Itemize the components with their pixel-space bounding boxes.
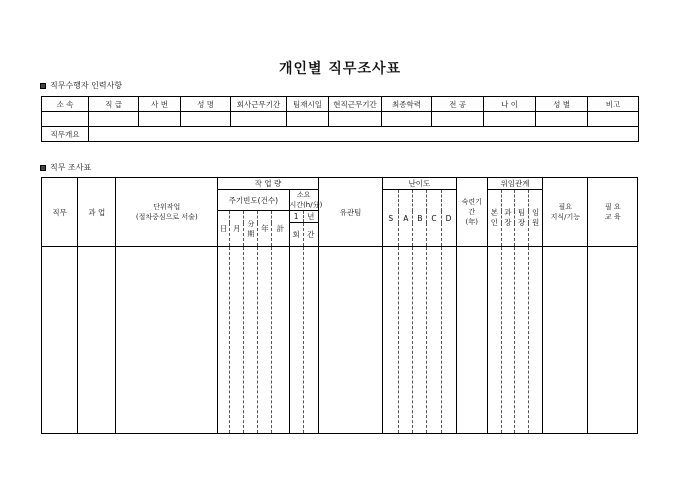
- square-bullet-icon: [40, 83, 46, 89]
- cycle-quarter: [244, 211, 258, 247]
- cell-rank[interactable]: [89, 112, 139, 127]
- delegation-self: [487, 190, 501, 247]
- delegation-section-chief: [501, 190, 514, 247]
- header-education: 최종학력: [382, 97, 432, 112]
- job-summary-row: [42, 127, 639, 142]
- delegation-exec-bottom: 원: [531, 218, 540, 227]
- cycle-total: 計: [272, 211, 289, 247]
- body-diff-A[interactable]: [399, 247, 413, 434]
- body-diff-D[interactable]: [441, 247, 456, 434]
- survey-body-row: [42, 247, 638, 434]
- delegation-self-top: 본: [490, 208, 498, 217]
- body-deleg-exec[interactable]: [529, 247, 543, 434]
- job-summary-label: 직무개요: [42, 127, 89, 142]
- delegation-team-bottom: 장: [517, 218, 526, 227]
- page-title: 개인별 직무조사표: [278, 61, 402, 77]
- body-skills[interactable]: [543, 247, 588, 434]
- body-time-year[interactable]: [303, 247, 318, 434]
- body-deleg-section[interactable]: [501, 247, 514, 434]
- personnel-input-row: [42, 112, 639, 127]
- edu-line2: 교 육: [604, 213, 621, 221]
- personnel-header-row: [42, 97, 639, 112]
- body-diff-C[interactable]: [427, 247, 441, 434]
- body-related-team[interactable]: [318, 247, 382, 434]
- section-personnel-heading-text: 직무수행자 인력사항: [50, 81, 123, 90]
- section-survey-heading-text: 직무 조사표: [50, 163, 92, 172]
- col-unit-task: [116, 178, 218, 247]
- difficulty-A: A: [399, 190, 413, 247]
- cell-affiliation[interactable]: [42, 112, 89, 127]
- header-rank: 직 급: [89, 97, 139, 112]
- body-task[interactable]: [78, 247, 116, 434]
- cell-gender[interactable]: [536, 112, 588, 127]
- header-company-tenure: 회사근무기간: [231, 97, 287, 112]
- header-major: 전 공: [432, 97, 484, 112]
- cell-company-tenure[interactable]: [231, 112, 287, 127]
- difficulty-D: D: [441, 190, 456, 247]
- square-bullet-icon: [40, 165, 46, 171]
- col-workload: 작 업 량: [218, 178, 319, 190]
- cycle-day: 日: [218, 211, 230, 247]
- col-skills: [543, 178, 588, 247]
- delegation-self-bottom: 인: [490, 218, 498, 227]
- header-team-date: 팀재시일: [287, 97, 329, 112]
- delegation-team-top: 팀: [517, 208, 526, 217]
- body-cycle-month[interactable]: [230, 247, 244, 434]
- body-unit-task[interactable]: [116, 247, 218, 434]
- skills-line1: 필요: [558, 203, 573, 211]
- col-task: 과 업: [78, 178, 116, 247]
- delegation-executive: [529, 190, 543, 247]
- difficulty-C: C: [427, 190, 441, 247]
- body-diff-B[interactable]: [413, 247, 427, 434]
- header-employee-no: 사 번: [139, 97, 181, 112]
- body-time-per[interactable]: [289, 247, 303, 434]
- col-required-time: [289, 190, 323, 211]
- body-cycle-day[interactable]: [218, 247, 230, 434]
- time-per-1: 1: [289, 211, 303, 223]
- cycle-month: 月: [230, 211, 244, 247]
- time-line2: 시간(h/分): [289, 201, 323, 209]
- body-cycle-total[interactable]: [272, 247, 289, 434]
- body-cycle-quarter[interactable]: [244, 247, 258, 434]
- col-cycle-frequency: 주기빈도(건수): [218, 190, 289, 211]
- section-personnel-heading: [40, 80, 122, 91]
- body-diff-S[interactable]: [383, 247, 399, 434]
- col-related-team: 유관팀: [318, 178, 382, 247]
- cell-position-tenure[interactable]: [329, 112, 382, 127]
- body-job[interactable]: [42, 247, 78, 434]
- personnel-table: [41, 96, 639, 142]
- delegation-section-bottom: 장: [504, 218, 512, 227]
- period-line1: 숙련기: [461, 198, 482, 206]
- cell-employee-no[interactable]: [139, 112, 181, 127]
- skills-line2: 지식/기능: [550, 213, 581, 221]
- body-education[interactable]: [588, 247, 638, 434]
- cycle-quarter-bottom: 期: [247, 229, 255, 238]
- delegation-team-leader: [514, 190, 528, 247]
- col-job: 직무: [42, 178, 78, 247]
- cycle-quarter-top: 分: [247, 219, 255, 228]
- header-gender: 성 별: [536, 97, 588, 112]
- body-deleg-team[interactable]: [514, 247, 528, 434]
- time-per-period: 간: [303, 223, 318, 247]
- body-proficiency[interactable]: [456, 247, 487, 434]
- col-unit-task-line1: 단위작업: [153, 203, 181, 211]
- period-line2: 간: [468, 208, 476, 216]
- time-per-year: 년: [303, 211, 318, 223]
- section-survey-heading: [40, 162, 91, 173]
- body-cycle-year[interactable]: [258, 247, 272, 434]
- header-remarks: 비고: [588, 97, 639, 112]
- delegation-section-top: 과: [504, 208, 512, 217]
- survey-header-row-1: [42, 178, 638, 190]
- body-deleg-self[interactable]: [487, 247, 501, 434]
- col-unit-task-line2: (절차중심으로 서술): [135, 213, 198, 221]
- cell-education[interactable]: [382, 112, 432, 127]
- job-survey-table: [41, 177, 638, 434]
- col-difficulty: 난이도: [383, 178, 456, 190]
- col-education: [588, 178, 638, 247]
- col-proficiency-period: [456, 178, 487, 247]
- cell-team-date[interactable]: [287, 112, 329, 127]
- time-line1: 소요: [296, 191, 311, 199]
- difficulty-S: S: [383, 190, 399, 247]
- time-per-times: 회: [289, 223, 303, 247]
- delegation-exec-top: 임: [531, 208, 540, 217]
- cell-remarks[interactable]: [588, 112, 639, 127]
- period-line3: (年): [465, 218, 478, 226]
- header-name: 성 명: [181, 97, 231, 112]
- header-age: 나 이: [484, 97, 536, 112]
- header-position-tenure: 현직근무기간: [329, 97, 382, 112]
- header-affiliation: 소 속: [42, 97, 89, 112]
- cell-name[interactable]: [181, 112, 231, 127]
- col-delegation: 위임관계: [487, 178, 542, 190]
- cycle-year: 年: [258, 211, 272, 247]
- difficulty-B: B: [413, 190, 427, 247]
- cell-major[interactable]: [432, 112, 484, 127]
- cell-age[interactable]: [484, 112, 536, 127]
- edu-line1: 필 요: [604, 203, 621, 211]
- job-summary-field[interactable]: [89, 127, 639, 142]
